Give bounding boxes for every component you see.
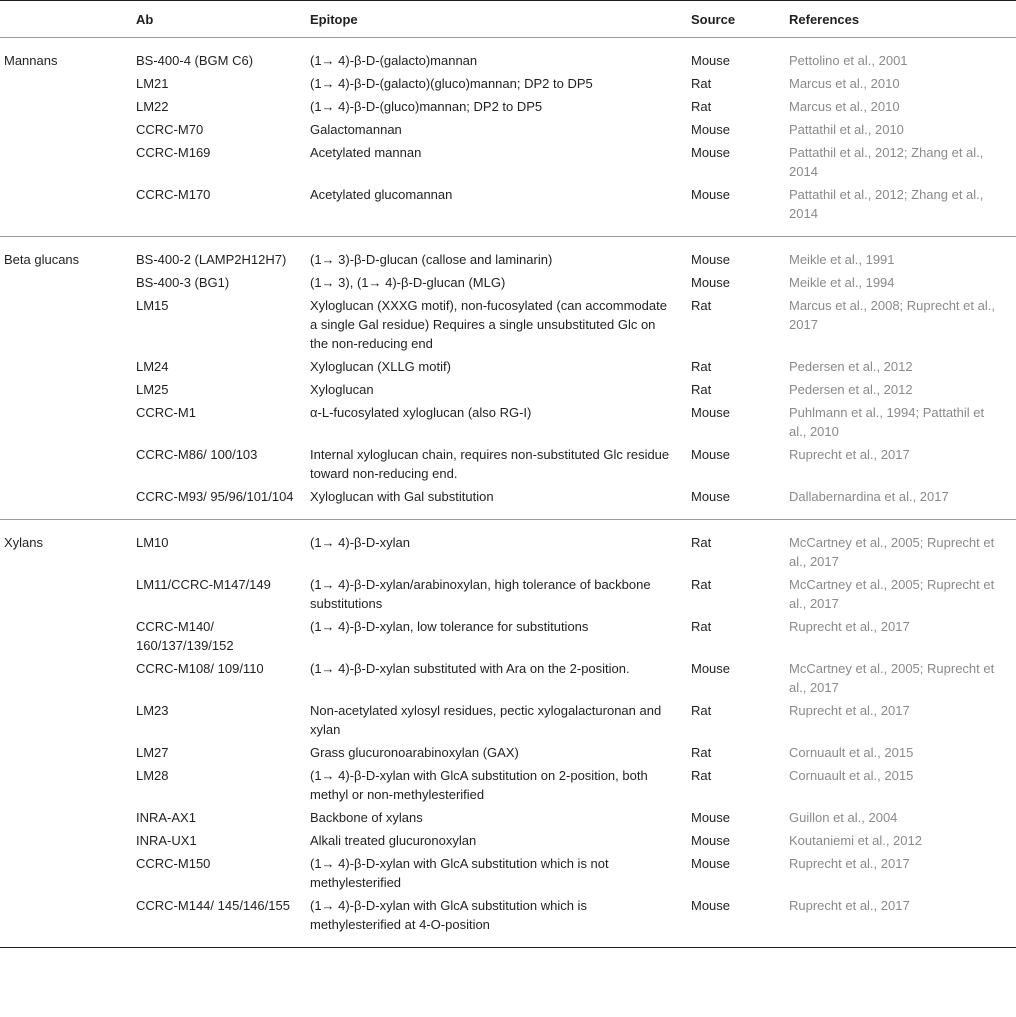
- source-cell: [691, 485, 789, 520]
- source-cell: [691, 764, 789, 806]
- reference-cell-text: Pettolino et al., 2001: [789, 53, 908, 68]
- reference-cell: [789, 141, 1016, 183]
- epitope-cell-text: Backbone of xylans: [310, 810, 423, 825]
- ab-cell: [136, 401, 310, 443]
- epitope-cell-text: (1→ 4)-β-D-(gluco)mannan; DP2 to DP5: [310, 99, 543, 114]
- source-cell-text: Mouse: [691, 252, 731, 267]
- source-cell-text: Mouse: [691, 122, 731, 137]
- reference-cell: [789, 237, 1016, 272]
- ab-cell-text: CCRC-M169: [136, 145, 211, 160]
- source-cell-text: Rat: [691, 703, 712, 718]
- reference-cell-text: Ruprecht et al., 2017: [789, 619, 910, 634]
- header-category: [0, 1, 136, 38]
- epitope-cell: [310, 294, 691, 355]
- table-row: [0, 485, 1016, 520]
- category-cell-text: Xylans: [4, 535, 44, 550]
- header-source: Source: [691, 1, 789, 38]
- ab-cell-text: LM27: [136, 745, 169, 760]
- epitope-cell: [310, 615, 691, 657]
- category-cell: [0, 657, 136, 699]
- epitope-cell: [310, 271, 691, 294]
- epitope-cell: [310, 443, 691, 485]
- ab-cell: [136, 271, 310, 294]
- reference-cell-text: Marcus et al., 2010: [789, 99, 900, 114]
- ab-cell: [136, 237, 310, 272]
- reference-cell: [789, 355, 1016, 378]
- epitope-cell: [310, 38, 691, 73]
- category-cell: [0, 699, 136, 741]
- epitope-cell-text: (1→ 4)-β-D-xylan/arabinoxylan, high tolerance of backbone substitutions: [310, 577, 651, 611]
- source-cell: [691, 183, 789, 237]
- reference-cell: [789, 183, 1016, 237]
- reference-cell: [789, 741, 1016, 764]
- ab-cell: [136, 764, 310, 806]
- epitope-cell-text: (1→ 4)-β-D-xylan with GlcA substitution which is not methylesterified: [310, 856, 609, 890]
- reference-cell: [789, 72, 1016, 95]
- epitope-cell-text: Xyloglucan (XXXG motif), non-fucosylated (can accommodate a single Gal residue) Requires a single unsubstituted Glc on the non-reducing end: [310, 298, 667, 351]
- category-cell: [0, 520, 136, 574]
- table-row: [0, 294, 1016, 355]
- source-cell: [691, 355, 789, 378]
- source-cell-text: Rat: [691, 619, 712, 634]
- table-row: [0, 355, 1016, 378]
- reference-cell: [789, 401, 1016, 443]
- epitope-cell-text: (1→ 4)-β-D-xylan: [310, 535, 410, 550]
- category-cell: [0, 894, 136, 948]
- epitope-cell-text: Grass glucuronoarabinoxylan (GAX): [310, 745, 519, 760]
- reference-cell: [789, 378, 1016, 401]
- category-cell: [0, 271, 136, 294]
- epitope-cell-text: (1→ 4)-β-D-(galacto)mannan: [310, 53, 478, 68]
- epitope-cell: [310, 829, 691, 852]
- source-cell-text: Rat: [691, 745, 712, 760]
- source-cell: [691, 118, 789, 141]
- source-cell-text: Rat: [691, 298, 712, 313]
- table-row: [0, 573, 1016, 615]
- ab-cell: [136, 72, 310, 95]
- category-cell-text: Mannans: [4, 53, 58, 68]
- table-row: [0, 378, 1016, 401]
- epitope-cell: [310, 95, 691, 118]
- source-cell-text: Mouse: [691, 53, 731, 68]
- epitope-cell-text: (1→ 4)-β-D-xylan substituted with Ara on the 2-position.: [310, 661, 630, 676]
- category-cell: [0, 378, 136, 401]
- reference-cell-text: Dallabernardina et al., 2017: [789, 489, 949, 504]
- table-row: [0, 894, 1016, 948]
- reference-cell: [789, 806, 1016, 829]
- table-row: [0, 401, 1016, 443]
- source-cell-text: Rat: [691, 382, 712, 397]
- reference-cell-text: Pattathil et al., 2012; Zhang et al., 2014: [789, 145, 984, 179]
- table-row: [0, 829, 1016, 852]
- category-cell: [0, 829, 136, 852]
- reference-cell-text: Cornuault et al., 2015: [789, 745, 914, 760]
- table-row: [0, 183, 1016, 237]
- source-cell: [691, 38, 789, 73]
- epitope-cell: [310, 894, 691, 948]
- epitope-cell-text: Xyloglucan (XLLG motif): [310, 359, 451, 374]
- reference-cell: [789, 573, 1016, 615]
- ab-cell-text: BS-400-2 (LAMP2H12H7): [136, 252, 287, 267]
- epitope-cell-text: Acetylated mannan: [310, 145, 422, 160]
- ab-cell: [136, 852, 310, 894]
- source-cell-text: Rat: [691, 768, 712, 783]
- epitope-cell-text: Acetylated glucomannan: [310, 187, 453, 202]
- source-cell: [691, 95, 789, 118]
- table-row: [0, 141, 1016, 183]
- ab-cell: [136, 741, 310, 764]
- category-cell: [0, 118, 136, 141]
- epitope-cell: [310, 852, 691, 894]
- reference-cell-text: Ruprecht et al., 2017: [789, 703, 910, 718]
- epitope-cell-text: Alkali treated glucuronoxylan: [310, 833, 477, 848]
- ab-cell-text: LM21: [136, 76, 169, 91]
- table-row: [0, 271, 1016, 294]
- category-cell: [0, 141, 136, 183]
- reference-cell-text: McCartney et al., 2005; Ruprecht et al., 2017: [789, 577, 995, 611]
- ab-cell-text: CCRC-M140/ 160/137/139/152: [136, 619, 234, 653]
- epitope-cell-text: (1→ 4)-β-D-(galacto)(gluco)mannan; DP2 to DP5: [310, 76, 593, 91]
- epitope-cell: [310, 573, 691, 615]
- epitope-cell-text: (1→ 4)-β-D-xylan with GlcA substitution on 2-position, both methyl or non-methylesterified: [310, 768, 648, 802]
- reference-cell: [789, 657, 1016, 699]
- ab-cell-text: LM22: [136, 99, 169, 114]
- ab-cell: [136, 657, 310, 699]
- reference-cell: [789, 829, 1016, 852]
- epitope-cell-text: (1→ 4)-β-D-xylan, low tolerance for substitutions: [310, 619, 589, 634]
- table-row: [0, 95, 1016, 118]
- source-cell-text: Mouse: [691, 447, 731, 462]
- reference-cell-text: Koutaniemi et al., 2012: [789, 833, 922, 848]
- category-cell: [0, 183, 136, 237]
- reference-cell-text: Cornuault et al., 2015: [789, 768, 914, 783]
- reference-cell: [789, 118, 1016, 141]
- source-cell-text: Mouse: [691, 275, 731, 290]
- category-cell: [0, 741, 136, 764]
- source-cell-text: Mouse: [691, 187, 731, 202]
- epitope-cell-text: Internal xyloglucan chain, requires non-substituted Glc residue toward non-reducing end.: [310, 447, 670, 481]
- reference-cell: [789, 294, 1016, 355]
- table-row: [0, 764, 1016, 806]
- source-cell: [691, 141, 789, 183]
- epitope-cell: [310, 118, 691, 141]
- ab-cell: [136, 829, 310, 852]
- ab-cell: [136, 183, 310, 237]
- category-cell: [0, 294, 136, 355]
- table-row: [0, 237, 1016, 272]
- source-cell: [691, 657, 789, 699]
- reference-cell-text: Pattathil et al., 2010: [789, 122, 904, 137]
- ab-cell-text: LM25: [136, 382, 169, 397]
- ab-cell-text: CCRC-M1: [136, 405, 196, 420]
- source-cell-text: Mouse: [691, 489, 731, 504]
- epitope-cell-text: α-L-fucosylated xyloglucan (also RG-I): [310, 405, 532, 420]
- reference-cell-text: Marcus et al., 2008; Ruprecht et al., 2017: [789, 298, 995, 332]
- table-row: [0, 806, 1016, 829]
- category-cell: [0, 401, 136, 443]
- category-cell: [0, 573, 136, 615]
- ab-cell-text: CCRC-M170: [136, 187, 211, 202]
- ab-cell: [136, 573, 310, 615]
- ab-cell-text: LM11/CCRC-M147/149: [136, 577, 271, 592]
- ab-cell-text: LM10: [136, 535, 169, 550]
- reference-cell: [789, 615, 1016, 657]
- reference-cell: [789, 38, 1016, 73]
- ab-cell: [136, 806, 310, 829]
- reference-cell-text: Ruprecht et al., 2017: [789, 856, 910, 871]
- category-cell: [0, 485, 136, 520]
- table-row: [0, 657, 1016, 699]
- reference-cell-text: Pedersen et al., 2012: [789, 382, 913, 397]
- ab-cell-text: BS-400-4 (BGM C6): [136, 53, 254, 68]
- ab-cell-text: INRA-AX1: [136, 810, 196, 825]
- ab-cell: [136, 485, 310, 520]
- table-row: [0, 615, 1016, 657]
- epitope-cell: [310, 657, 691, 699]
- source-cell-text: Mouse: [691, 661, 731, 676]
- category-cell: [0, 38, 136, 73]
- header-ab: Ab: [136, 1, 310, 38]
- epitope-cell: [310, 355, 691, 378]
- epitope-cell-text: (1→ 4)-β-D-xylan with GlcA substitution which is methylesterified at 4-O-position: [310, 898, 587, 932]
- category-cell: [0, 355, 136, 378]
- source-cell: [691, 806, 789, 829]
- source-cell: [691, 271, 789, 294]
- reference-cell: [789, 95, 1016, 118]
- ab-cell-text: INRA-UX1: [136, 833, 197, 848]
- epitope-cell: [310, 378, 691, 401]
- source-cell-text: Mouse: [691, 856, 731, 871]
- ab-cell: [136, 378, 310, 401]
- epitope-cell: [310, 806, 691, 829]
- epitope-cell-text: Xyloglucan: [310, 382, 374, 397]
- category-cell: [0, 237, 136, 272]
- ab-cell: [136, 118, 310, 141]
- ab-cell-text: LM24: [136, 359, 169, 374]
- source-cell-text: Mouse: [691, 145, 731, 160]
- category-cell: [0, 615, 136, 657]
- source-cell: [691, 829, 789, 852]
- epitope-cell-text: Non-acetylated xylosyl residues, pectic xylogalacturonan and xylan: [310, 703, 662, 737]
- reference-cell-text: Pedersen et al., 2012: [789, 359, 913, 374]
- reference-cell: [789, 764, 1016, 806]
- ab-cell-text: CCRC-M144/ 145/146/155: [136, 898, 290, 913]
- epitope-cell: [310, 141, 691, 183]
- reference-cell: [789, 271, 1016, 294]
- reference-cell-text: McCartney et al., 2005; Ruprecht et al., 2017: [789, 661, 995, 695]
- source-cell: [691, 294, 789, 355]
- ab-cell-text: CCRC-M70: [136, 122, 204, 137]
- reference-cell: [789, 852, 1016, 894]
- category-cell: [0, 852, 136, 894]
- epitope-cell: [310, 237, 691, 272]
- ab-cell: [136, 95, 310, 118]
- epitope-cell: [310, 699, 691, 741]
- category-cell-text: Beta glucans: [4, 252, 80, 267]
- source-cell: [691, 615, 789, 657]
- ab-cell: [136, 141, 310, 183]
- source-cell: [691, 852, 789, 894]
- source-cell: [691, 443, 789, 485]
- source-cell: [691, 741, 789, 764]
- reference-cell: [789, 520, 1016, 574]
- source-cell: [691, 894, 789, 948]
- table-body: [0, 38, 1016, 948]
- ab-cell-text: CCRC-M93/ 95/96/101/104: [136, 489, 294, 504]
- table-row: [0, 118, 1016, 141]
- table-row: [0, 443, 1016, 485]
- ab-cell: [136, 443, 310, 485]
- epitope-cell-text: Galactomannan: [310, 122, 402, 137]
- reference-cell-text: Ruprecht et al., 2017: [789, 898, 910, 913]
- header-epitope: Epitope: [310, 1, 691, 38]
- ab-cell: [136, 894, 310, 948]
- source-cell: [691, 72, 789, 95]
- table-row: [0, 852, 1016, 894]
- table-row: [0, 72, 1016, 95]
- source-cell-text: Rat: [691, 577, 712, 592]
- epitope-cell: [310, 183, 691, 237]
- epitope-cell: [310, 520, 691, 574]
- source-cell-text: Mouse: [691, 405, 731, 420]
- header-row: [0, 1, 1016, 38]
- reference-cell: [789, 894, 1016, 948]
- category-cell: [0, 443, 136, 485]
- epitope-cell-text: (1→ 3), (1→ 4)-β-D-glucan (MLG): [310, 275, 506, 290]
- epitope-cell: [310, 401, 691, 443]
- category-cell: [0, 72, 136, 95]
- ab-cell-text: CCRC-M86/ 100/103: [136, 447, 258, 462]
- ab-cell-text: LM15: [136, 298, 169, 313]
- table-row: [0, 520, 1016, 574]
- reference-cell: [789, 443, 1016, 485]
- reference-cell: [789, 699, 1016, 741]
- epitope-cell-text: Xyloglucan with Gal substitution: [310, 489, 494, 504]
- epitope-cell: [310, 764, 691, 806]
- reference-cell-text: Guillon et al., 2004: [789, 810, 898, 825]
- source-cell: [691, 573, 789, 615]
- reference-cell-text: Ruprecht et al., 2017: [789, 447, 910, 462]
- category-cell: [0, 764, 136, 806]
- ab-cell: [136, 294, 310, 355]
- ab-cell: [136, 38, 310, 73]
- reference-cell-text: Meikle et al., 1991: [789, 252, 895, 267]
- epitope-cell: [310, 741, 691, 764]
- source-cell-text: Mouse: [691, 833, 731, 848]
- header-references: References: [789, 1, 1016, 38]
- source-cell-text: Rat: [691, 99, 712, 114]
- table-row: [0, 741, 1016, 764]
- epitope-cell: [310, 72, 691, 95]
- ab-cell: [136, 520, 310, 574]
- reference-cell-text: Meikle et al., 1994: [789, 275, 895, 290]
- epitope-cell-text: (1→ 3)-β-D-glucan (callose and laminarin): [310, 252, 553, 267]
- reference-cell-text: Pattathil et al., 2012; Zhang et al., 2014: [789, 187, 984, 221]
- table-row: [0, 38, 1016, 73]
- ab-cell: [136, 615, 310, 657]
- ab-cell-text: CCRC-M150: [136, 856, 211, 871]
- ab-cell-text: LM28: [136, 768, 169, 783]
- reference-cell-text: McCartney et al., 2005; Ruprecht et al., 2017: [789, 535, 995, 569]
- source-cell-text: Mouse: [691, 898, 731, 913]
- ab-cell-text: LM23: [136, 703, 169, 718]
- reference-cell-text: Puhlmann et al., 1994; Pattathil et al., 2010: [789, 405, 985, 439]
- ab-cell-text: CCRC-M108/ 109/110: [136, 661, 264, 676]
- source-cell-text: Mouse: [691, 810, 731, 825]
- source-cell-text: Rat: [691, 535, 712, 550]
- source-cell: [691, 237, 789, 272]
- epitope-cell: [310, 485, 691, 520]
- category-cell: [0, 806, 136, 829]
- source-cell: [691, 401, 789, 443]
- source-cell-text: Rat: [691, 76, 712, 91]
- source-cell: [691, 520, 789, 574]
- source-cell-text: Rat: [691, 359, 712, 374]
- reference-cell-text: Marcus et al., 2010: [789, 76, 900, 91]
- source-cell: [691, 699, 789, 741]
- ab-cell: [136, 699, 310, 741]
- category-cell: [0, 95, 136, 118]
- table-row: [0, 699, 1016, 741]
- ab-cell-text: BS-400-3 (BG1): [136, 275, 230, 290]
- ab-cell: [136, 355, 310, 378]
- source-cell: [691, 378, 789, 401]
- reference-cell: [789, 485, 1016, 520]
